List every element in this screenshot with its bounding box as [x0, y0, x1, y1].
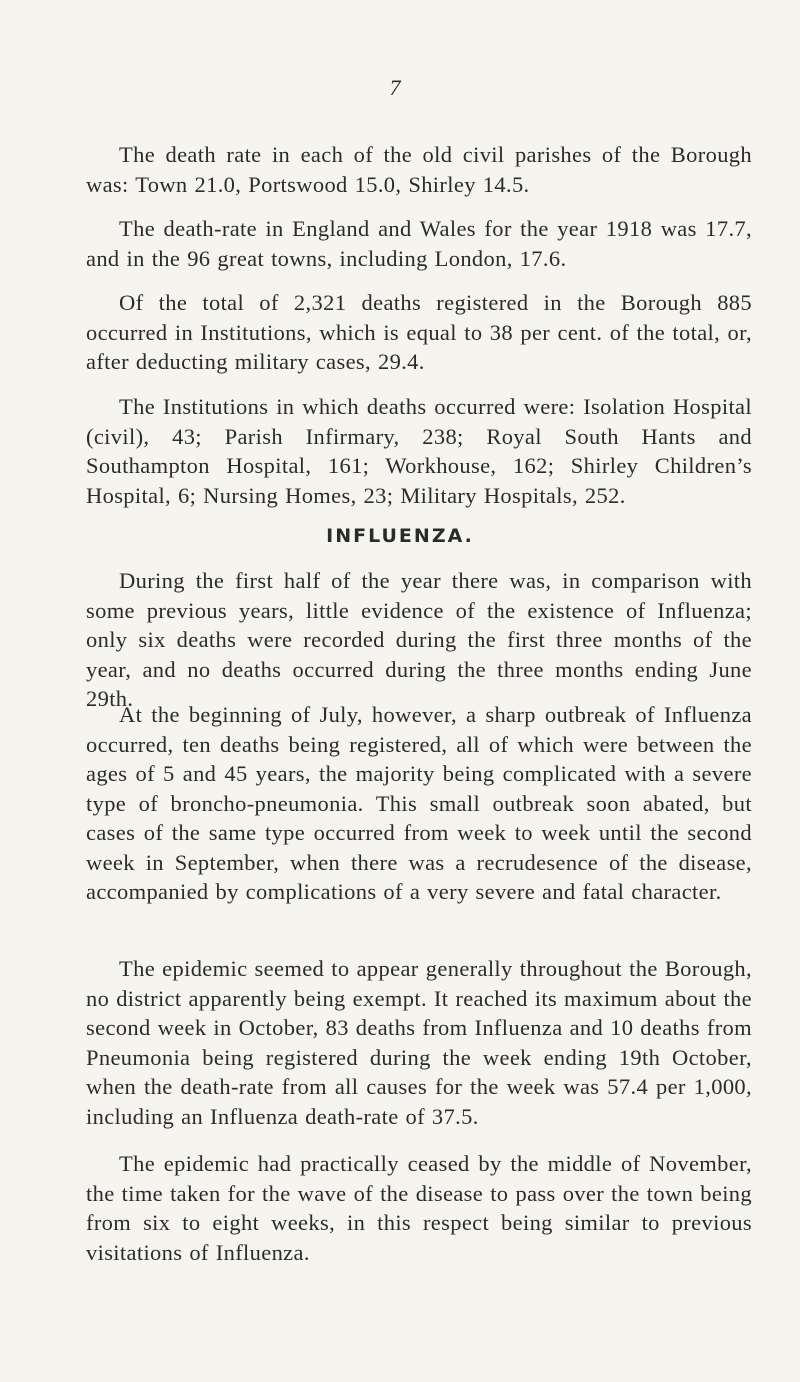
paragraph-influenza-first-half: During the first half of the year there was, in comparison with some previous years, little evidence of the existence of Influenza; only six deaths were recorded during the first three months of the year, and no deaths occurred during the three months ending June 29th. [86, 568, 752, 711]
paragraph-national-death-rate: The death-rate in England and Wales for the year 1918 was 17.7, and in the 96 great towns, including London, 17.6. [86, 216, 752, 271]
page-number: 7 [389, 75, 401, 100]
section-heading-influenza: INFLUENZA. [326, 525, 474, 547]
paragraph-influenza-epidemic-end: The epidemic had practically ceased by the middle of November, the time taken for the wave of the disease to pass over the town being from six to eight weeks, in this respect being similar to previous visitations of Influenza. [86, 1151, 752, 1265]
paragraph-institution-deaths: Of the total of 2,321 deaths registered in the Borough 885 occurred in Institutions, which is equal to 38 per cent. of the total, or, after deducting military cases, 29.4. [86, 290, 752, 374]
paragraph-parish-death-rates: The death rate in each of the old civil parishes of the Borough was: Town 21.0, Portswood 15.0, Shirley 14.5. [86, 142, 752, 197]
paragraph-influenza-epidemic-peak: The epidemic seemed to appear generally throughout the Borough, no district apparently being exempt. It reached its maximum about the second week in October, 83 deaths from Influenza and 10 deaths from Pneumonia being registered during the week ending 19th October, when the death-rate from all causes for the week was 57.4 per 1,000, including an Influenza death-rate of 37.5. [86, 956, 752, 1129]
paragraph-institution-list: The Institutions in which deaths occurred were: Isolation Hospital (civil), 43; Parish Infirmary, 238; Royal South Hants and Southampton Hospital, 161; Workhouse, 162; Shirley Children’s Hospital, 6; Nursing Homes, 23; Military Hospitals, 252. [86, 394, 752, 508]
paragraph-influenza-july-outbreak: At the beginning of July, however, a sharp outbreak of Influenza occurred, ten deaths being registered, all of which were between the ages of 5 and 45 years, the majority being complicated with a severe type of broncho-pneumonia. This small outbreak soon abated, but cases of the same type occurred from week to week until the second week in September, when there was a recrudesence of the disease, accompanied by complications of a very severe and fatal character. [86, 702, 752, 904]
